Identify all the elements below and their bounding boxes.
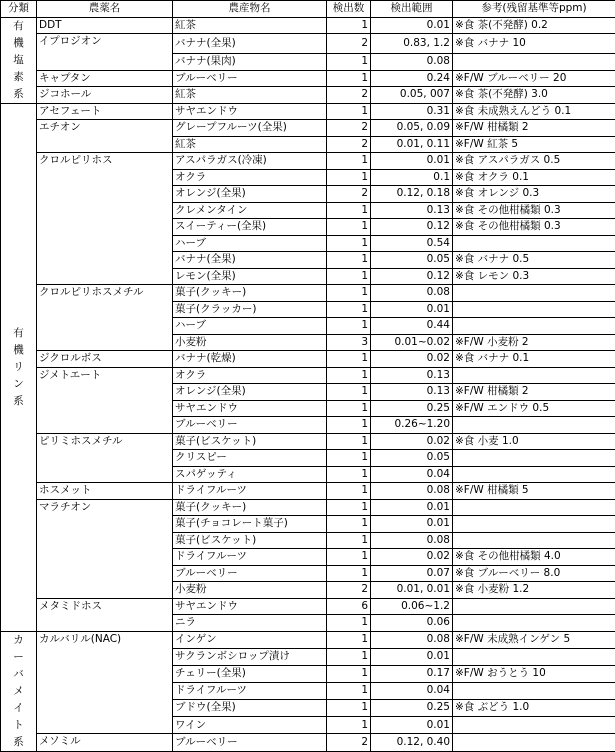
reference-value: ※食 未成熟えんどう 0.1 [453,103,615,120]
pesticide-name: メソミル [37,734,173,751]
detection-count: 1 [327,169,371,186]
reference-value: ※F/W 柑橘類 2 [453,384,615,401]
detection-count: 1 [327,268,371,285]
detection-count: 3 [327,334,371,351]
detection-range: 0.13 [371,202,453,219]
product-name: 菓子(クッキー) [173,499,327,516]
detection-count: 1 [327,400,371,417]
detection-range: 0.26~1.20 [371,417,453,434]
table-row [1,483,615,500]
detection-range: 0.01~0.02 [371,334,453,351]
product-name: 紅茶 [173,17,327,34]
detection-count: 2 [327,136,371,153]
detection-count: 1 [327,549,371,566]
detection-range: 0.02 [371,433,453,450]
pesticide-name: イプロジオン [37,34,173,71]
product-name: ドライフルーツ [173,483,327,500]
detection-count: 1 [327,433,371,450]
detection-count: 2 [327,186,371,203]
reference-value: ※食 その他柑橘類 0.3 [453,219,615,236]
product-name: アスパラガス(冷凍) [173,153,327,170]
detection-count: 1 [327,499,371,516]
product-name: サヤエンドウ [173,400,327,417]
reference-value: ※食 オクラ 0.1 [453,169,615,186]
product-name: 菓子(ビスケット) [173,532,327,549]
table-row [1,103,615,120]
reference-value: ※食 バナナ 10 [453,34,615,54]
product-name: バナナ(乾燥) [173,351,327,368]
table-row [1,631,615,648]
detection-count: 2 [327,582,371,599]
reference-value [453,450,615,467]
reference-value [453,734,615,751]
detection-range: 0.01 [371,499,453,516]
detection-range: 0.01 [371,516,453,533]
reference-value [453,717,615,734]
category-label: カーバメイト系 [12,632,26,751]
detection-range: 0.08 [371,532,453,549]
product-name: ワイン [173,717,327,734]
reference-value [453,285,615,302]
detection-range: 0.01 [371,717,453,734]
product-name: オレンジ(全果) [173,186,327,203]
product-name: スイーティー(全果) [173,219,327,236]
reference-value: ※食 バナナ 0.1 [453,351,615,368]
detection-range: 0.08 [371,285,453,302]
detection-count: 1 [327,466,371,483]
reference-value [453,615,615,632]
detection-range: 0.54 [371,235,453,252]
detection-range: 0.08 [371,483,453,500]
reference-value: ※食 レモン 0.3 [453,268,615,285]
reference-value: ※食 バナナ 0.5 [453,252,615,269]
detection-count: 1 [327,648,371,665]
reference-value: ※F/W 小麦粉 2 [453,334,615,351]
table-row [1,598,615,615]
product-name: サヤエンドウ [173,598,327,615]
reference-value [453,54,615,71]
detection-range: 0.01, 0.11 [371,136,453,153]
detection-range: 0.05 [371,252,453,269]
product-name: 菓子(チョコレート菓子) [173,516,327,533]
pesticide-name: アセフェート [37,103,173,120]
detection-count: 1 [327,54,371,71]
detection-range: 0.01 [371,648,453,665]
product-name: グレープフルーツ(全果) [173,120,327,137]
product-name: 菓子(ビスケット) [173,433,327,450]
detection-count: 2 [327,34,371,54]
reference-value: ※食 ぶどう 1.0 [453,700,615,717]
detection-count: 1 [327,417,371,434]
pesticide-name: カルバリル(NAC) [37,631,173,734]
header-pesticide: 農薬名 [37,1,173,18]
detection-count: 1 [327,301,371,318]
table-row [1,499,615,516]
table-row [1,120,615,137]
pesticide-name: ジコホール [37,87,173,104]
product-name: スパゲッティ [173,466,327,483]
detection-count: 1 [327,103,371,120]
detection-range: 0.07 [371,565,453,582]
product-name: オレンジ(全果) [173,384,327,401]
detection-range: 0.05, 007 [371,87,453,104]
detection-range: 0.08 [371,631,453,648]
product-name: ドライフルーツ [173,549,327,566]
detection-range: 0.01 [371,17,453,34]
product-name: サヤエンドウ [173,103,327,120]
reference-value [453,301,615,318]
product-name: ブルーベリー [173,734,327,751]
product-name: ニラ [173,615,327,632]
reference-value: ※食 小麦 1.0 [453,433,615,450]
detection-range: 0.83, 1.2 [371,34,453,54]
product-name: ブドウ(全果) [173,700,327,717]
product-name: 菓子(クラッカー) [173,301,327,318]
detection-range: 0.08 [371,54,453,71]
detection-range: 0.04 [371,682,453,699]
table-row [1,34,615,54]
product-name: バナナ(全果) [173,34,327,54]
detection-range: 0.25 [371,400,453,417]
table-row [1,734,615,751]
reference-value: ※食 その他柑橘類 4.0 [453,549,615,566]
table-row [1,433,615,450]
detection-range: 0.01 [371,153,453,170]
detection-count: 1 [327,565,371,582]
header-row [1,1,615,18]
table-row [1,351,615,368]
product-name: ハーブ [173,235,327,252]
detection-range: 0.44 [371,318,453,335]
product-name: 紅茶 [173,136,327,153]
product-name: ブルーベリー [173,565,327,582]
product-name: 小麦粉 [173,334,327,351]
pesticide-name: ホスメット [37,483,173,500]
product-name: ブルーベリー [173,417,327,434]
detection-range: 0.13 [371,367,453,384]
category-cell [1,103,37,631]
reference-value: ※F/W 柑橘類 5 [453,483,615,500]
detection-range: 0.02 [371,549,453,566]
pesticide-name: キャプタン [37,70,173,87]
reference-value: ※食 小麦粉 1.2 [453,582,615,599]
detection-range: 0.06 [371,615,453,632]
reference-value: ※食 茶(不発酵) 3.0 [453,87,615,104]
table-row [1,70,615,87]
detection-count: 1 [327,717,371,734]
detection-count: 2 [327,120,371,137]
detection-range: 0.1 [371,169,453,186]
header-range: 検出範囲 [371,1,453,18]
table-row [1,17,615,34]
detection-count: 1 [327,235,371,252]
pesticide-name: エチオン [37,120,173,153]
reference-value [453,682,615,699]
detection-range: 0.13 [371,384,453,401]
reference-value: ※食 茶(不発酵) 0.2 [453,17,615,34]
detection-count: 1 [327,700,371,717]
detection-range: 0.01 [371,301,453,318]
reference-value [453,367,615,384]
product-name: チェリー(全果) [173,665,327,682]
category-cell [1,17,37,103]
detection-range: 0.24 [371,70,453,87]
category-cell [1,631,37,751]
detection-count: 1 [327,665,371,682]
reference-value [453,499,615,516]
reference-value [453,318,615,335]
detection-range: 0.17 [371,665,453,682]
product-name: 小麦粉 [173,582,327,599]
pesticide-name: メタミドホス [37,598,173,631]
product-name: サクランボシロップ漬け [173,648,327,665]
detection-range: 0.05, 0.09 [371,120,453,137]
detection-range: 0.12 [371,268,453,285]
category-label: 有機塩素系 [12,18,26,103]
table-row [1,367,615,384]
detection-count: 1 [327,17,371,34]
product-name: オクラ [173,367,327,384]
header-count: 検出数 [327,1,371,18]
pesticide-name: DDT [37,17,173,34]
table-row [1,285,615,302]
product-name: クリスピー [173,450,327,467]
detection-count: 1 [327,450,371,467]
detection-range: 0.31 [371,103,453,120]
product-name: 菓子(クッキー) [173,285,327,302]
reference-value: ※食 オレンジ 0.3 [453,186,615,203]
detection-count: 1 [327,532,371,549]
product-name: 紅茶 [173,87,327,104]
reference-value: ※食 ブルーベリー 8.0 [453,565,615,582]
detection-count: 6 [327,598,371,615]
detection-count: 1 [327,483,371,500]
detection-range: 0.25 [371,700,453,717]
product-name: インゲン [173,631,327,648]
detection-count: 1 [327,318,371,335]
table-row [1,153,615,170]
pesticide-name: ジメトエート [37,367,173,433]
header-reference: 参考(残留基準等ppm) [453,1,615,18]
table-row [1,87,615,104]
reference-value [453,417,615,434]
detection-count: 1 [327,351,371,368]
reference-value [453,532,615,549]
detection-range: 0.05 [371,450,453,467]
reference-value [453,648,615,665]
header-product: 農産物名 [173,1,327,18]
detection-range: 0.06~1.2 [371,598,453,615]
product-name: バナナ(果肉) [173,54,327,71]
detection-count: 1 [327,367,371,384]
detection-count: 2 [327,87,371,104]
detection-count: 2 [327,734,371,751]
reference-value: ※食 その他柑橘類 0.3 [453,202,615,219]
detection-range: 0.01, 0.01 [371,582,453,599]
detection-count: 1 [327,153,371,170]
reference-value: ※F/W 紅茶 5 [453,136,615,153]
pesticide-name: ジクロルボス [37,351,173,368]
product-name: オクラ [173,169,327,186]
detection-range: 0.12 [371,219,453,236]
detection-range: 0.04 [371,466,453,483]
product-name: バナナ(全果) [173,252,327,269]
detection-count: 1 [327,384,371,401]
detection-count: 1 [327,682,371,699]
pesticide-name: マラチオン [37,499,173,598]
detection-range: 0.12, 0.18 [371,186,453,203]
detection-count: 1 [327,285,371,302]
category-label: 有機リン系 [12,325,26,410]
reference-value [453,598,615,615]
detection-range: 0.12, 0.40 [371,734,453,751]
product-name: ブルーベリー [173,70,327,87]
pesticide-name: ピリミホスメチル [37,433,173,483]
product-name: ドライフルーツ [173,682,327,699]
detection-count: 1 [327,252,371,269]
detection-count: 1 [327,202,371,219]
detection-count: 1 [327,219,371,236]
product-name: ハーブ [173,318,327,335]
reference-value [453,235,615,252]
reference-value: ※F/W 柑橘類 2 [453,120,615,137]
reference-value: ※食 アスパラガス 0.5 [453,153,615,170]
detection-count: 1 [327,631,371,648]
header-category: 分類 [1,1,37,18]
detection-count: 1 [327,615,371,632]
reference-value: ※F/W おうとう 10 [453,665,615,682]
reference-value: ※F/W 未成熟インゲン 5 [453,631,615,648]
pesticide-name: クロルピリホス [37,153,173,285]
reference-value: ※F/W エンドウ 0.5 [453,400,615,417]
detection-count: 1 [327,516,371,533]
reference-value [453,516,615,533]
product-name: クレメンタイン [173,202,327,219]
detection-count: 1 [327,70,371,87]
pesticide-name: クロルピリホスメチル [37,285,173,351]
reference-value [453,466,615,483]
product-name: レモン(全果) [173,268,327,285]
detection-range: 0.02 [371,351,453,368]
reference-value: ※F/W ブルーベリー 20 [453,70,615,87]
